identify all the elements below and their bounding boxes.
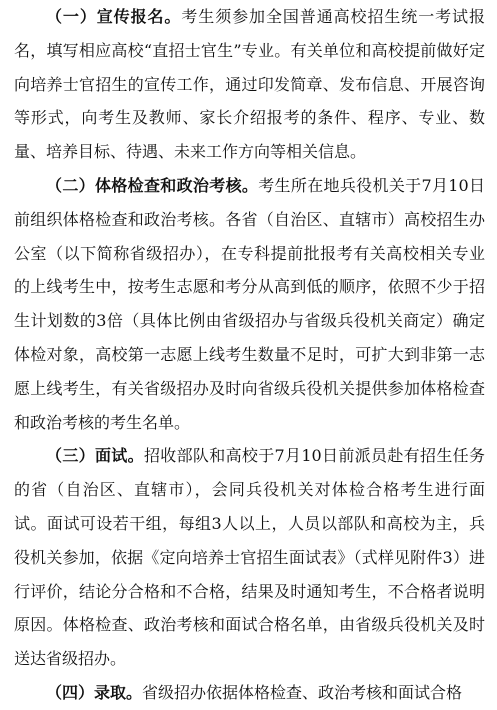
paragraph-text: 考生所在地兵役机关于7月10日前组织体格检查和政治考核。各省（自治区、直辖市）高校招生办公室（以下简称省级招办），在专科提前批报考有关高校相关专业的上线考生中，按考生志愿和考分从高到低的顺序，依照不少于招生计划数的3倍（具体比例由省级招办与省级兵役机关商定）确定体检对象，高校第一志愿上线考生数量不足时，可扩大到非第一志愿上线考生，有关省级招办及时向省级兵役机关提供参加体格检查和政治考核的考生名单。 [14, 175, 485, 432]
section-heading: （三）面试。 [46, 446, 144, 466]
paragraph-admission [14, 676, 485, 710]
paragraph-physical-political-exam [14, 169, 485, 439]
paragraph-text: 考生须参加全国普通高校招生统一考试报名，填写相应高校“直招士官生”专业。有关单位和高校提前做好定向培养士官招生的宣传工作，通过印发简章、发布信息、开展咨询等形式，向考生及教师、家长介绍报考的条件、程序、专业、数量、培养目标、待遇、未来工作方向等相关信息。 [14, 7, 485, 162]
paragraph-publicity-registration [14, 0, 485, 169]
section-heading: （二）体格检查和政治考核。 [46, 175, 259, 195]
paragraph-text: 省级招办依据体格检查、政治考核和面试合格 [142, 682, 463, 702]
section-heading: （一）宣传报名。 [46, 7, 182, 26]
section-heading: （四）录取。 [46, 682, 143, 702]
paragraph-interview [14, 439, 485, 676]
paragraph-text: 招收部队和高校于7月10日前派员赴有招生任务的省（自治区、直辖市），会同兵役机关对体检合格考生进行面试。面试可设若干组，每组3人以上，人员以部队和高校为主，兵役机关参加，依据《定向培养士官招生面试表》（式样见附件3）进行评价，结论分合格和不合格，结果及时通知考生，不合格者说明原因。体格检查、政治考核和面试合格名单，由省级兵役机关及时送达省级招办。 [14, 446, 485, 669]
